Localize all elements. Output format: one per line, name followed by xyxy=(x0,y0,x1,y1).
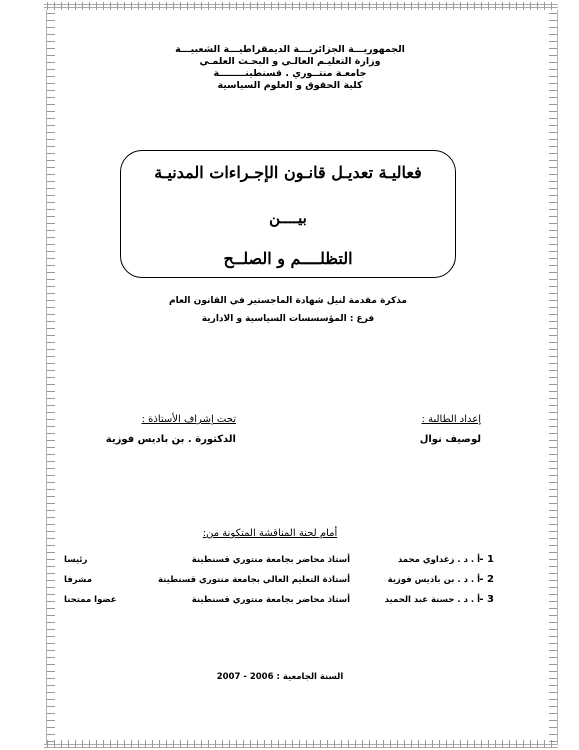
thesis-title-line-3: التظلــــم و الصلــح xyxy=(223,249,353,268)
committee-list xyxy=(64,554,494,614)
member-role: مشرفا xyxy=(64,575,92,585)
student-name: لوصيف نوال xyxy=(419,434,481,445)
memo-branch: فرع : المؤسسسات السياسية و الادارية xyxy=(201,314,375,324)
member-position: أستاذ محاضر بجامعة منتوري قسنطينة xyxy=(191,555,350,565)
bottom-border-ornament xyxy=(44,740,558,748)
header-line-2: وزارة التعليـم العالـي و البحـث العلمـي xyxy=(199,56,381,67)
member-number: 2 - xyxy=(479,574,494,585)
header-line-4: كلية الحقوق و العلوم السياسية xyxy=(217,80,363,91)
member-name: أ . د . حسنة عبد الحميد xyxy=(384,595,480,605)
member-number: 3 - xyxy=(479,594,494,605)
top-border-ornament xyxy=(44,2,558,10)
memo-description xyxy=(120,292,456,328)
member-name: أ . د . بن باديس فوزية xyxy=(387,575,480,585)
committee-member-row xyxy=(64,554,494,574)
committee-title: أمام لجنة المناقشة المتكونة من: xyxy=(202,528,338,539)
thesis-title-line-1: فعاليـة تعديـل قانـون الإجـراءات المدنيـة xyxy=(154,163,422,182)
page-border xyxy=(44,4,558,748)
student-label: إعداد الطالبة : xyxy=(421,414,481,425)
member-role: رئيسا xyxy=(64,555,88,565)
thesis-title-line-2: بيــــن xyxy=(269,209,307,227)
memo-degree: مذكرة مقدمة لنيل شهادة الماجستير في القانون العام xyxy=(168,296,407,306)
supervisor-label: تحت إشراف الأستاذة : xyxy=(141,414,236,425)
academic-year: السنة الجامعية : 2006 - 2007 xyxy=(216,672,344,682)
member-position: أستاذة التعليم العالي بجامعة منتوري قسنطينة xyxy=(158,575,350,585)
member-number: 1 - xyxy=(479,554,494,565)
thesis-title-box xyxy=(120,150,456,278)
left-border-ornament xyxy=(46,10,55,744)
right-border-ornament xyxy=(549,10,558,744)
header-line-1: الجمهوريـــة الجزائريـــة الديمقراطيـــة الشعبيـــة xyxy=(175,44,405,55)
member-position: أستاذ محاضر بجامعة منتوري قسنطينة xyxy=(191,595,350,605)
member-name: أ . د . زغداوي محمد xyxy=(397,555,480,565)
institution-header xyxy=(100,44,480,92)
header-line-3: جامعـة منتــوري . قسنطينــــــــة xyxy=(213,68,367,79)
committee-member-row xyxy=(64,574,494,594)
member-role: عضوا ممتحنا xyxy=(64,595,117,605)
committee-member-row xyxy=(64,594,494,614)
supervisor-name: الدكتورة . بن باديس فوزية xyxy=(105,434,236,445)
